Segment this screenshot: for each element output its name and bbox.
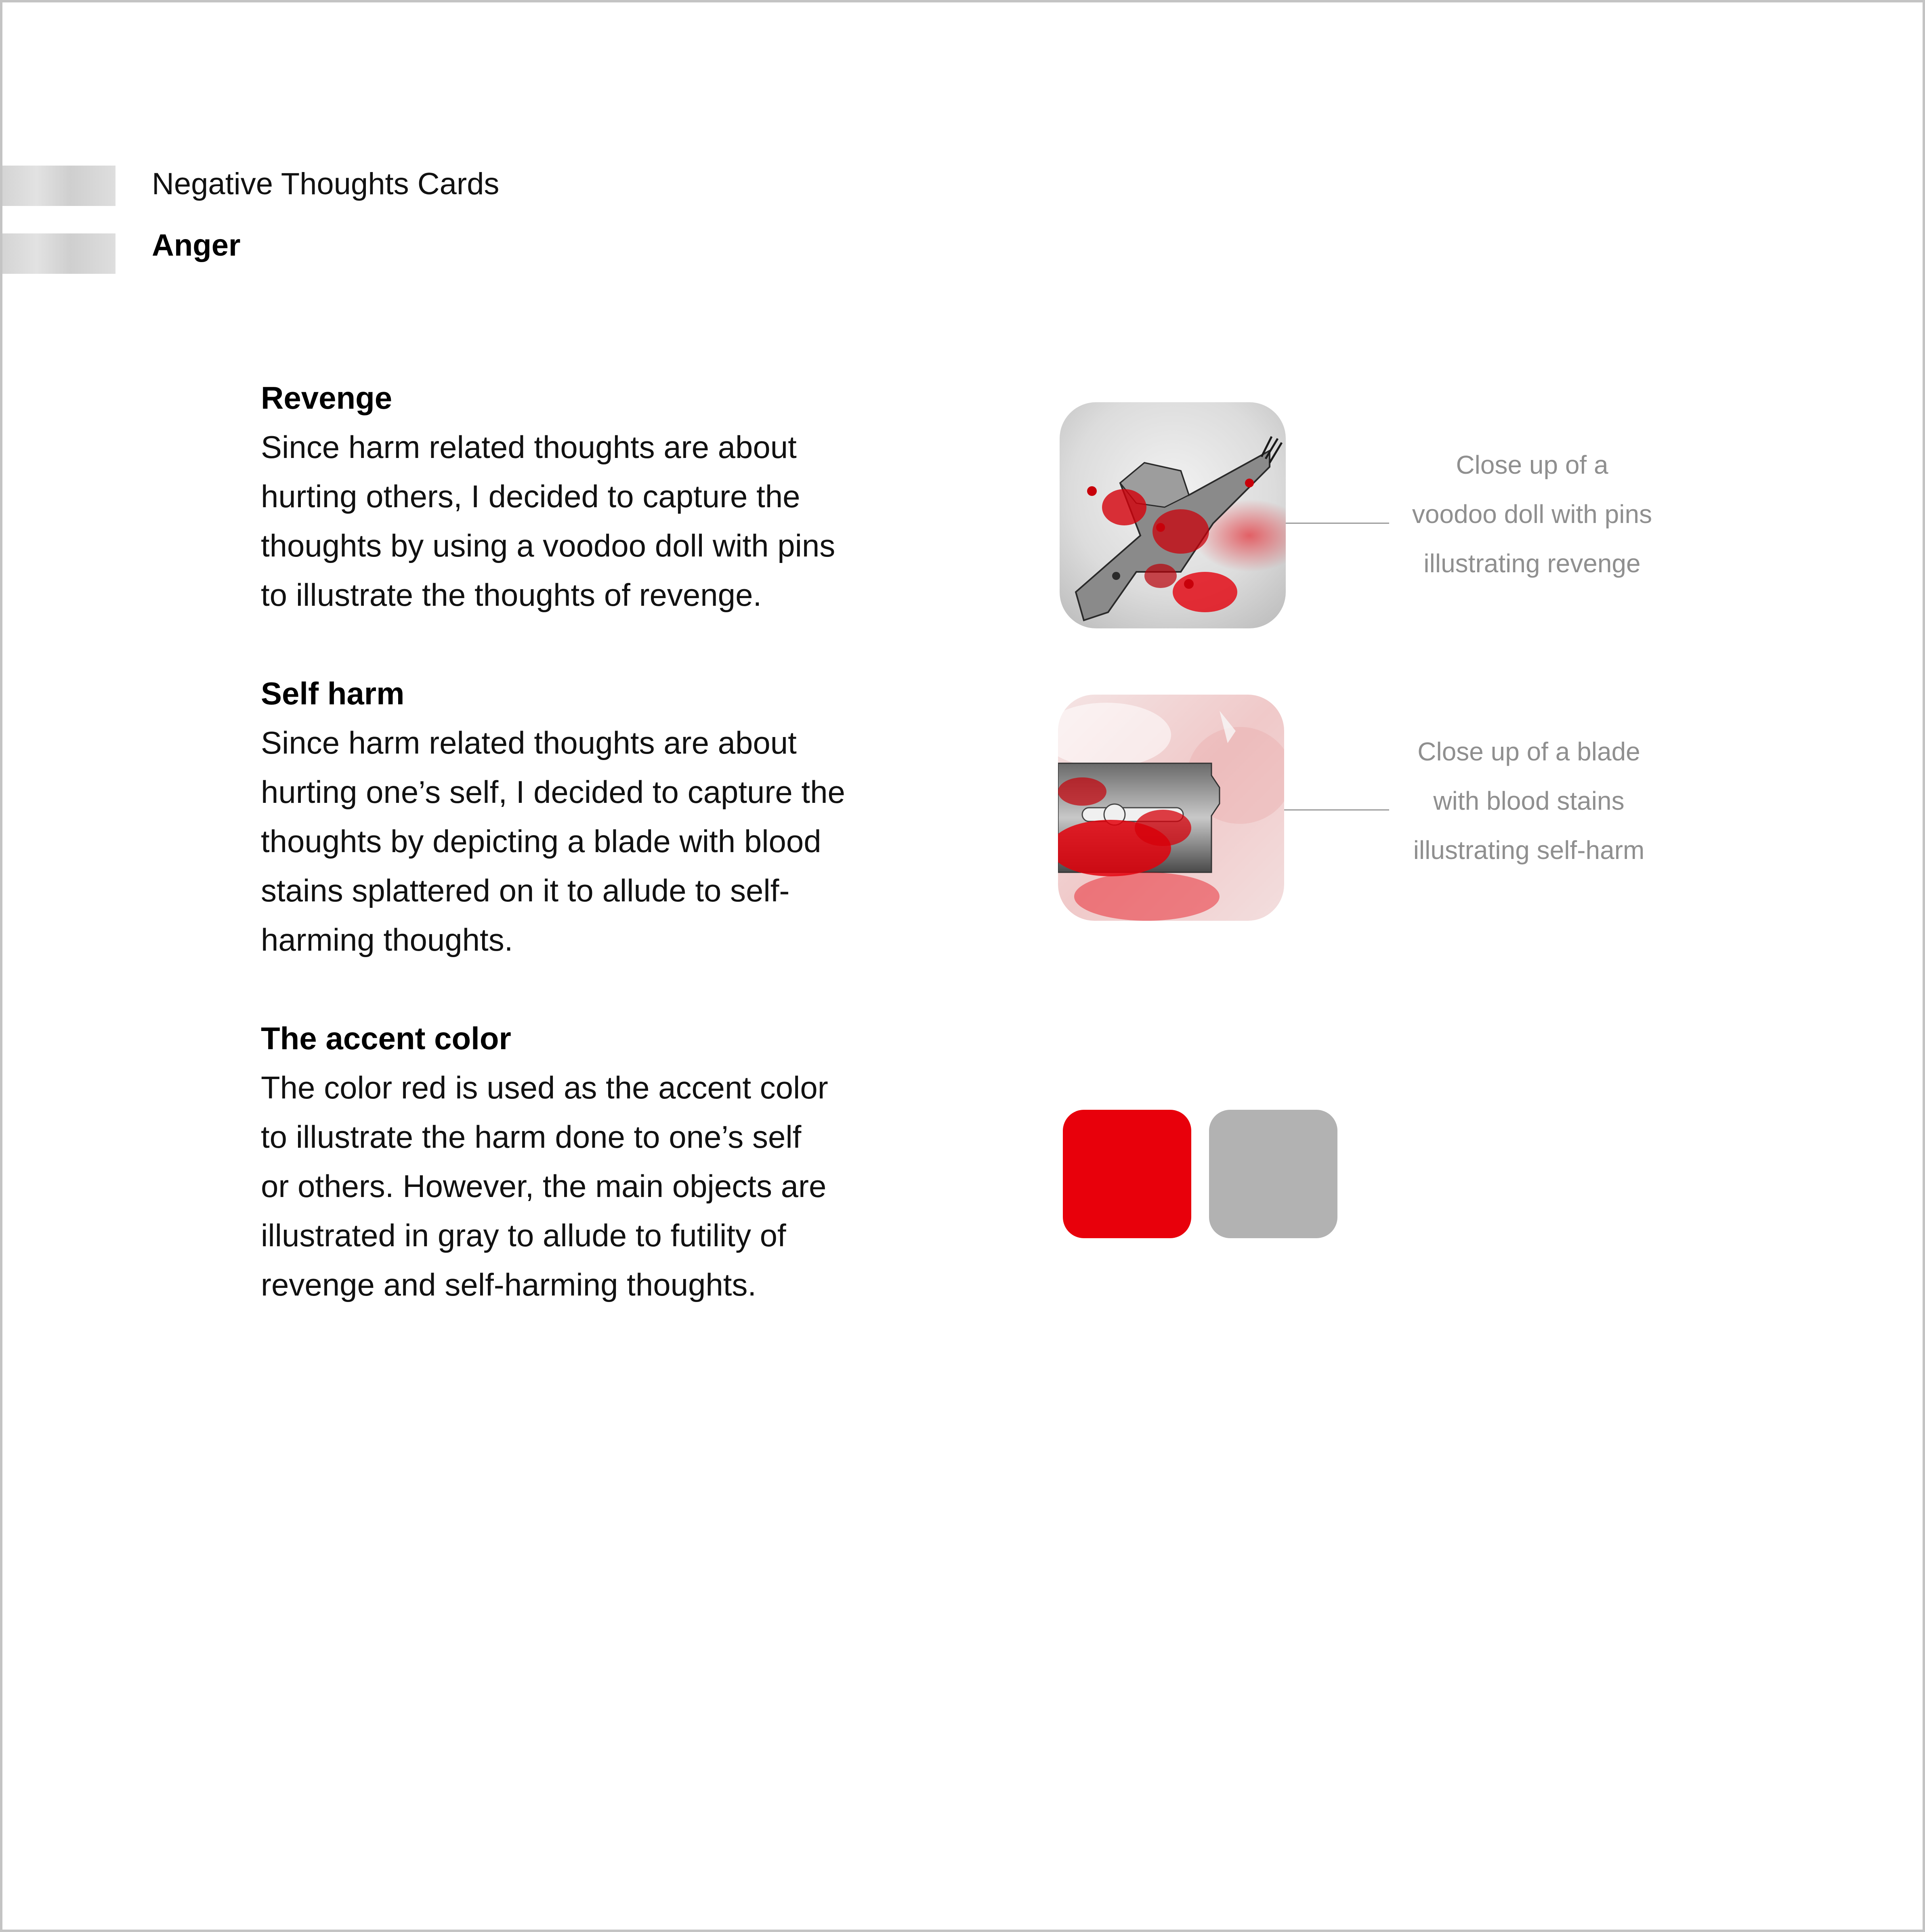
- section-body: The color red is used as the accent color to illustrate the harm done to one’s self or others. However, the main objects are illustrated in gray to allude to futility of revenge and self-harming thoughts.: [261, 1070, 828, 1302]
- section-heading: Revenge: [261, 380, 393, 416]
- section-heading: The accent color: [261, 1021, 511, 1056]
- header-decor-bar-bottom: [2, 233, 115, 274]
- document-title: Anger: [152, 228, 241, 262]
- caption-connector-line: [1286, 523, 1389, 524]
- header-decor-bar-top: [2, 166, 115, 206]
- section-accent-color: [261, 1014, 915, 1309]
- accent-color-swatch-gray: [1209, 1110, 1337, 1238]
- razor-blade-icon: [1058, 695, 1284, 921]
- image-caption-voodoo: Close up of a voodoo doll with pins illustrating revenge: [1412, 450, 1652, 578]
- section-heading: Self harm: [261, 676, 405, 711]
- section-body: Since harm related thoughts are about hurting others, I decided to capture the thoughts by using a voodoo doll with pins to illustrate the thoughts of revenge.: [261, 429, 835, 613]
- voodoo-doll-image: [1060, 402, 1286, 628]
- image-caption-blade: Close up of a blade with blood stains illustrating self-harm: [1413, 737, 1645, 865]
- voodoo-doll-icon: [1060, 402, 1286, 628]
- section-self-harm: [261, 669, 915, 964]
- document-subtitle: Negative Thoughts Cards: [152, 167, 500, 201]
- razor-blade-image: [1058, 695, 1284, 921]
- section-revenge: [261, 373, 915, 620]
- caption-connector-line: [1284, 809, 1389, 811]
- section-body: Since harm related thoughts are about hurting one’s self, I decided to capture the thoughts by depicting a blade with blood stains splattered on it to allude to self- harming thoughts.: [261, 725, 845, 958]
- accent-color-swatch-red: [1063, 1110, 1191, 1238]
